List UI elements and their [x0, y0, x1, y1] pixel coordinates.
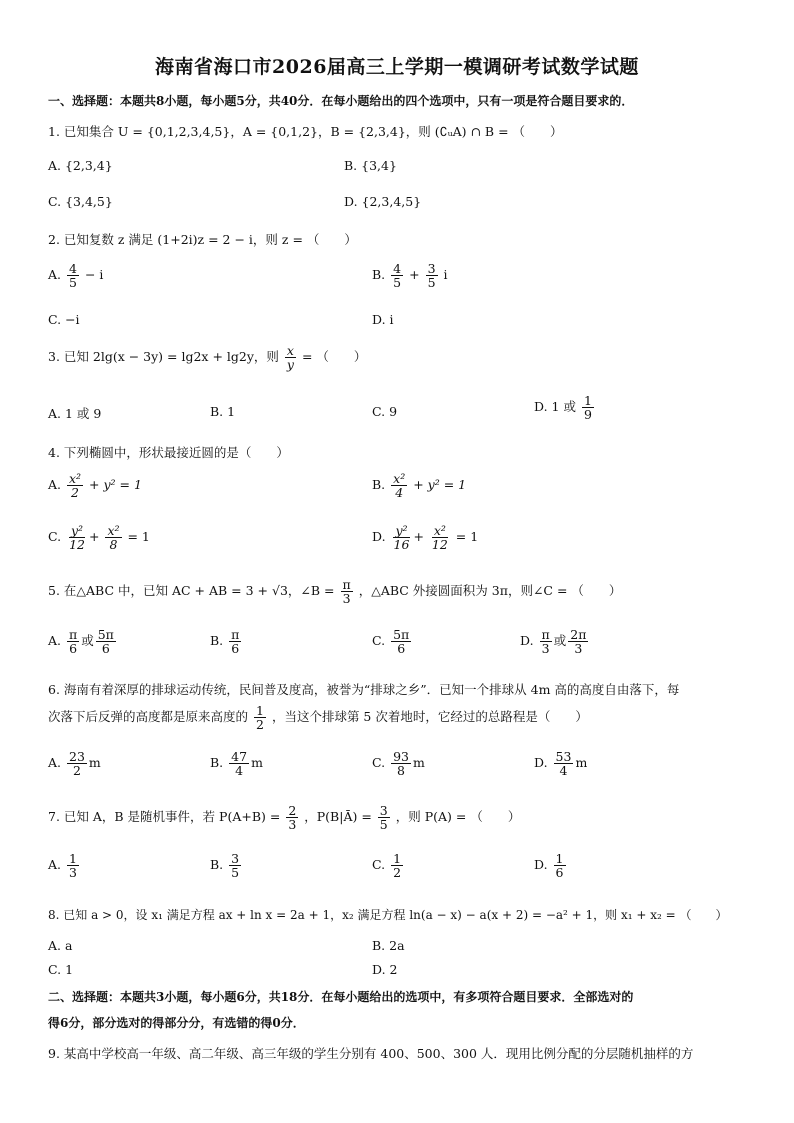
q7-option-a — [48, 852, 81, 879]
q4-b-tail: + y² = 1 — [413, 477, 467, 493]
q7-option-d — [534, 852, 568, 879]
q5-stem-num: π — [342, 577, 351, 592]
q8-option-a: A. a — [48, 938, 73, 953]
q2-a-label: A. — [48, 267, 62, 283]
q4-c-num1: y² — [70, 523, 84, 538]
q6-b-fraction — [229, 750, 249, 777]
q6-c-num: 93 — [393, 749, 409, 764]
q6-c-den: 8 — [397, 763, 405, 779]
q7-stem-num1: 2 — [288, 803, 297, 818]
q4-d-fraction-1 — [392, 524, 412, 551]
section-2-header-line-2: 得6分，部分选对的得部分分，有选错的得0分． — [48, 1016, 305, 1030]
q5-option-a — [48, 628, 118, 655]
exam-title: 海南省海口市2026届高三上学期一模调研考试数学试题 — [155, 56, 639, 78]
q2-b-fraction-2 — [426, 262, 438, 289]
q3-d-pre: D. 1 或 — [534, 399, 576, 415]
q5-a-fraction-2 — [96, 628, 116, 655]
q5-a-or: 或 — [81, 633, 94, 649]
q7-stem-post: ，则 P(A) = （ ） — [395, 809, 521, 825]
q7-c-label: C. — [372, 857, 386, 873]
q4-c-fraction-2 — [105, 524, 121, 551]
section-1-header: 一、选择题：本题共8小题，每小题5分，共40分．在每小题给出的四个选项中，只有一项是符合题目要求的． — [48, 94, 634, 108]
q4-c-num2: x² — [107, 523, 120, 538]
q6-d-label: D. — [534, 755, 548, 771]
q1-option-c: C. {3,4,5} — [48, 194, 113, 209]
q2-a-fraction — [67, 262, 79, 289]
q6-a-den: 2 — [72, 763, 81, 779]
q4-c-label: C. — [48, 529, 62, 545]
q7-stem-num2: 3 — [379, 803, 388, 818]
q7-a-label: A. — [48, 857, 62, 873]
q5-option-c — [372, 628, 413, 655]
q2-b-label: B. — [372, 267, 386, 283]
q2-b-den1: 5 — [393, 275, 402, 291]
q5-d-or: 或 — [553, 633, 567, 649]
q7-d-num: 1 — [555, 851, 564, 866]
q4-c-fraction-1 — [67, 524, 87, 551]
q2-option-b — [372, 262, 448, 289]
q5-b-fraction — [229, 628, 241, 655]
q4-a-num: x² — [69, 471, 82, 486]
q6-line2-num: 1 — [256, 703, 264, 718]
q2-b-tail: i — [443, 267, 448, 283]
q3-d-fraction — [582, 394, 594, 421]
q4-option-c: C. $\frac{\text{y²}}{12}$ + $\frac{\text{x²}}{8}$ = 1 — [48, 523, 150, 553]
q6-line2-fraction — [254, 704, 266, 731]
q5-b-num: π — [231, 627, 240, 642]
q6-option-a — [48, 750, 101, 777]
q6-option-b — [210, 750, 263, 777]
q6-b-den: 4 — [235, 763, 244, 779]
q6-c-fraction — [391, 750, 411, 777]
q7-b-num: 3 — [231, 851, 240, 866]
question-6-line-2 — [48, 704, 588, 731]
q4-c-tail: = 1 — [127, 529, 150, 545]
q4-d-num2: x² — [433, 523, 446, 538]
q4-d-den2: 12 — [431, 537, 448, 553]
q7-a-num: 1 — [69, 851, 77, 866]
q4-option-a — [48, 472, 142, 499]
q4-d-den1: 16 — [393, 537, 410, 553]
q6-b-num: 47 — [231, 749, 248, 764]
q4-a-label: A. — [48, 477, 62, 493]
q7-c-den: 2 — [393, 865, 402, 881]
q4-d-num1: y² — [395, 523, 408, 538]
q4-b-num: x² — [393, 471, 406, 486]
q4-b-fraction — [391, 472, 407, 499]
q5-stem-pre: 5. 在△ABC 中，已知 AC + AB = 3 + √3，∠B = — [48, 583, 335, 599]
q6-c-label: C. — [372, 755, 386, 771]
q6-b-label: B. — [210, 755, 224, 771]
q6-d-num: 53 — [555, 749, 572, 764]
q6-option-c — [372, 750, 425, 777]
q7-d-den: 6 — [555, 865, 564, 881]
q1-option-a: A. {2,3,4} — [48, 158, 113, 173]
q3-stem-post: = （ ） — [301, 349, 367, 365]
q5-stem-post: ，△ABC 外接圆面积为 3π，则∠C = （ ） — [358, 583, 622, 599]
q5-c-fraction — [391, 628, 411, 655]
q6-a-unit: m — [88, 755, 101, 771]
q3-stem-pre: 3. 已知 2lg(x − 3y) = lg2x + lg2y，则 — [48, 349, 279, 365]
question-2-stem: 2. 已知复数 z 满足 (1+2i)z = 2 − i，则 z = （ ） — [48, 232, 357, 247]
q5-option-b — [210, 628, 243, 655]
q5-a-label: A. — [48, 633, 62, 649]
q7-b-fraction — [229, 852, 241, 879]
q7-stem-mid: ，P(B|Ā) = — [304, 809, 372, 825]
q6-d-fraction — [554, 750, 574, 777]
q8-option-b: B. 2a — [372, 938, 405, 953]
q3-option-d — [534, 394, 596, 421]
q4-a-fraction — [67, 472, 83, 499]
q6-line2-post: ，当这个排球第 5 次着地时，它经过的总路程是（ ） — [271, 709, 588, 725]
q5-a-den2: 6 — [101, 641, 110, 657]
q5-a-fraction-1 — [67, 628, 79, 655]
question-1-stem: 1. 已知集合 U = {0,1,2,3,4,5}，A = {0,1,2}，B = {2,3,4}，则 (∁ᵤA) ∩ B = （ ） — [48, 124, 563, 139]
q5-c-den: 6 — [397, 641, 406, 657]
q6-line2-pre: 次落下后反弹的高度都是原来高度的 — [48, 709, 249, 725]
q7-stem-den1: 3 — [288, 817, 297, 833]
q4-c-den2: 8 — [109, 537, 118, 553]
q4-d-fraction-2 — [430, 524, 450, 551]
q5-b-label: B. — [210, 633, 224, 649]
q5-b-den: 6 — [231, 641, 240, 657]
q5-d-fraction-1 — [540, 628, 552, 655]
q6-d-den: 4 — [559, 763, 568, 779]
q3-stem-fraction — [285, 344, 296, 371]
q5-d-fraction-2 — [568, 628, 588, 655]
q4-d-tail: = 1 — [455, 529, 479, 545]
q4-a-den: 2 — [71, 485, 79, 501]
question-4-stem: 4. 下列椭圆中，形状最接近圆的是（ ） — [48, 445, 289, 460]
q5-c-num: 5π — [393, 627, 410, 642]
q7-stem-fraction-1 — [286, 804, 298, 831]
question-6-line-1: 6. 海南有着深厚的排球运动传统，民间普及度高，被誉为“排球之乡”．已知一个排球从 4m 高的高度自由落下，每 — [48, 682, 680, 697]
q1-option-b: B. {3,4} — [344, 158, 397, 173]
q2-b-plus: + — [409, 267, 420, 283]
q7-option-b — [210, 852, 243, 879]
q7-stem-den2: 5 — [379, 817, 388, 833]
q6-d-unit: m — [575, 755, 588, 771]
q3-option-c: C. 9 — [372, 404, 398, 419]
q8-option-d: D. 2 — [372, 962, 398, 977]
q3-stem-num: x — [286, 343, 294, 358]
q6-c-unit: m — [412, 755, 425, 771]
q4-option-d: D. $\frac{\text{y²}}{16}$ + $\frac{\text{x²}}{12}$ = 1 — [372, 523, 479, 553]
q4-a-tail: + y² = 1 — [89, 477, 142, 493]
q6-a-label: A. — [48, 755, 62, 771]
q7-d-fraction — [554, 852, 566, 879]
q2-b-fraction-1 — [391, 262, 403, 289]
q2-a-num: 4 — [69, 261, 77, 276]
q5-a-num2: 5π — [97, 627, 114, 642]
q8-option-c: C. 1 — [48, 962, 74, 977]
q7-d-label: D. — [534, 857, 548, 873]
q6-option-d — [534, 750, 587, 777]
q6-a-num: 23 — [69, 749, 85, 764]
q3-d-den: 9 — [583, 407, 592, 423]
q2-a-tail: − i — [84, 267, 104, 283]
q7-c-fraction — [391, 852, 403, 879]
question-3-stem — [48, 344, 366, 371]
q2-b-num2: 3 — [427, 261, 436, 276]
q5-stem-den: 3 — [342, 591, 351, 607]
q7-option-c — [372, 852, 405, 879]
q2-b-den2: 5 — [427, 275, 436, 291]
q6-a-fraction — [67, 750, 87, 777]
q7-a-den: 3 — [69, 865, 77, 881]
q7-c-num: 1 — [393, 851, 402, 866]
q4-c-den1: 12 — [69, 537, 85, 553]
q3-d-num: 1 — [583, 393, 592, 408]
q3-option-b: B. 1 — [210, 404, 236, 419]
q3-stem-den: y — [286, 357, 294, 373]
q5-c-label: C. — [372, 633, 386, 649]
q7-stem-pre: 7. 已知 A，B 是随机事件，若 P(A+B) = — [48, 809, 281, 825]
q4-d-label: D. — [372, 529, 386, 545]
q5-a-den1: 6 — [69, 641, 78, 657]
q7-b-den: 5 — [231, 865, 240, 881]
q5-d-num1: π — [541, 627, 550, 642]
q7-a-fraction — [67, 852, 79, 879]
section-2-header-line-1: 二、选择题：本题共3小题，每小题6分，共18分．在每小题给出的选项中，有多项符合题目要求．全部选对的 — [48, 990, 634, 1004]
question-9-line-1: 9. 某高中学校高一年级、高二年级、高三年级的学生分别有 400、500、300 人．现用比例分配的分层随机抽样的方 — [48, 1046, 694, 1061]
q5-d-num2: 2π — [570, 627, 587, 642]
q5-option-d — [520, 628, 590, 655]
q6-line2-den: 2 — [256, 717, 264, 733]
q2-a-den: 5 — [69, 275, 77, 291]
q2-option-d: D. i — [372, 312, 394, 327]
q5-d-den2: 3 — [574, 641, 583, 657]
q5-d-den1: 3 — [541, 641, 550, 657]
q4-b-label: B. — [372, 477, 386, 493]
q6-b-unit: m — [251, 755, 263, 771]
q4-option-b — [372, 472, 466, 499]
q2-option-a — [48, 262, 103, 289]
q5-stem-fraction — [341, 578, 353, 605]
q7-stem-fraction-2 — [378, 804, 390, 831]
q2-b-num1: 4 — [393, 261, 402, 276]
question-7-stem — [48, 804, 520, 831]
q5-a-num1: π — [69, 627, 78, 642]
question-8-stem: 8. 已知 a > 0，设 x₁ 满足方程 ax + ln x = 2a + 1，x₂ 满足方程 ln(a − x) − a(x + 2) = −a² + 1，则 x₁ + x₂ = （ ） — [48, 908, 728, 922]
question-5-stem — [48, 578, 621, 605]
q2-option-c: C. −i — [48, 312, 80, 327]
q3-option-a: A. 1 或 9 — [48, 406, 102, 421]
q4-b-den: 4 — [395, 485, 404, 501]
q7-b-label: B. — [210, 857, 224, 873]
q5-d-label: D. — [520, 633, 534, 649]
q1-option-d: D. {2,3,4,5} — [344, 194, 422, 209]
